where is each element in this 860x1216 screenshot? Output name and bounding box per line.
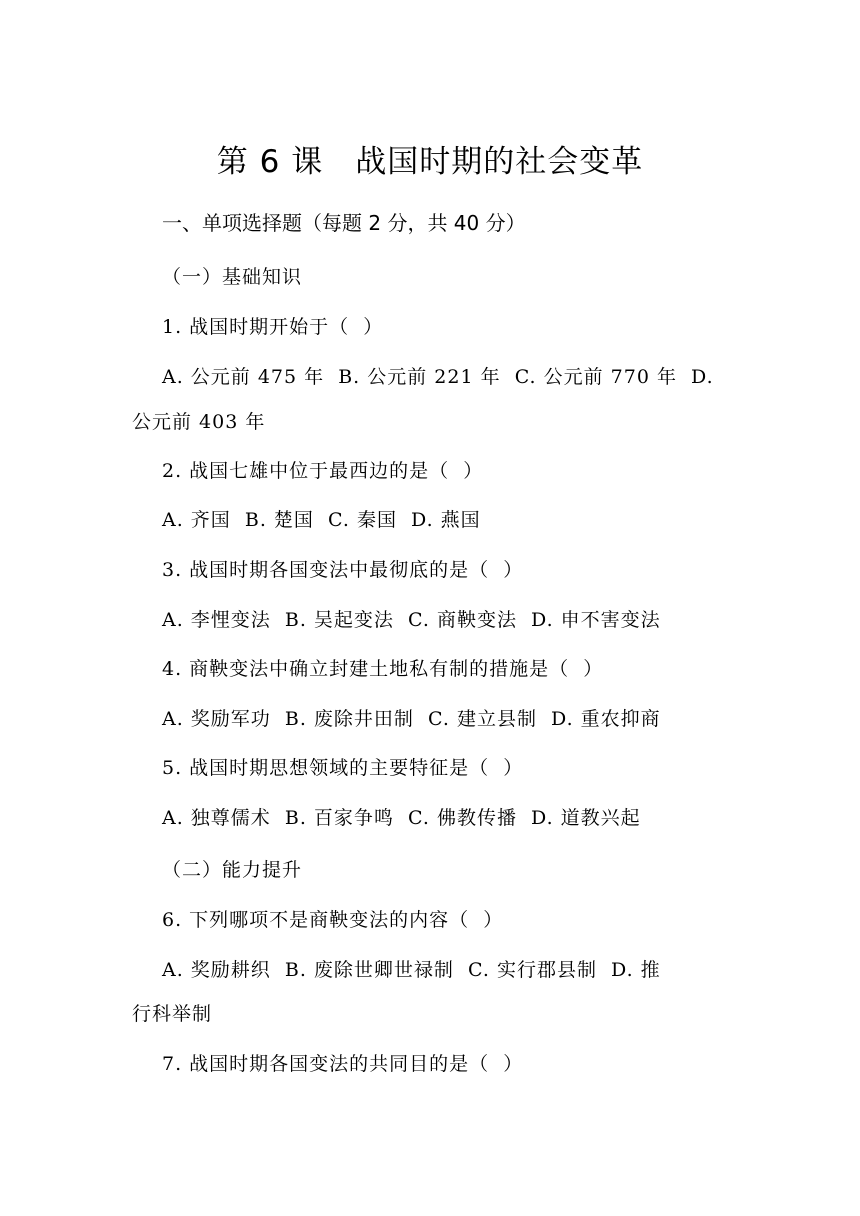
- question-6-options-cont: 行科举制: [132, 1003, 213, 1025]
- question-4: 4. 商鞅变法中确立封建土地私有制的措施是（ ）: [162, 658, 604, 680]
- question-2: 2. 战国七雄中位于最西边的是（ ）: [162, 460, 484, 482]
- question-1-options: A. 公元前 475 年 B. 公元前 221 年 C. 公元前 770 年 D.: [162, 366, 714, 388]
- part-heading-basic: （一）基础知识: [162, 266, 303, 288]
- section-heading: 一、单项选择题（每题 2 分，共 40 分）: [162, 211, 526, 235]
- question-4-options: A. 奖励军功 B. 废除井田制 C. 建立县制 D. 重农抑商: [162, 708, 661, 730]
- question-5: 5. 战国时期思想领域的主要特征是（ ）: [162, 757, 524, 779]
- question-5-options: A. 独尊儒术 B. 百家争鸣 C. 佛教传播 D. 道教兴起: [162, 807, 641, 829]
- question-3-options: A. 李悝变法 B. 吴起变法 C. 商鞅变法 D. 申不害变法: [162, 609, 661, 631]
- question-2-options: A. 齐国 B. 楚国 C. 秦国 D. 燕国: [162, 509, 481, 531]
- question-3: 3. 战国时期各国变法中最彻底的是（ ）: [162, 559, 524, 581]
- question-1-options-cont: 公元前 403 年: [132, 411, 266, 433]
- question-6: 6. 下列哪项不是商鞅变法的内容（ ）: [162, 909, 504, 931]
- part-heading-advanced: （二）能力提升: [162, 859, 303, 881]
- document-title: 第 6 课 战国时期的社会变革: [216, 144, 644, 180]
- question-1: 1. 战国时期开始于（ ）: [162, 316, 384, 338]
- question-7: 7. 战国时期各国变法的共同目的是（ ）: [162, 1053, 524, 1075]
- question-6-options: A. 奖励耕织 B. 废除世卿世禄制 C. 实行郡县制 D. 推: [162, 959, 661, 981]
